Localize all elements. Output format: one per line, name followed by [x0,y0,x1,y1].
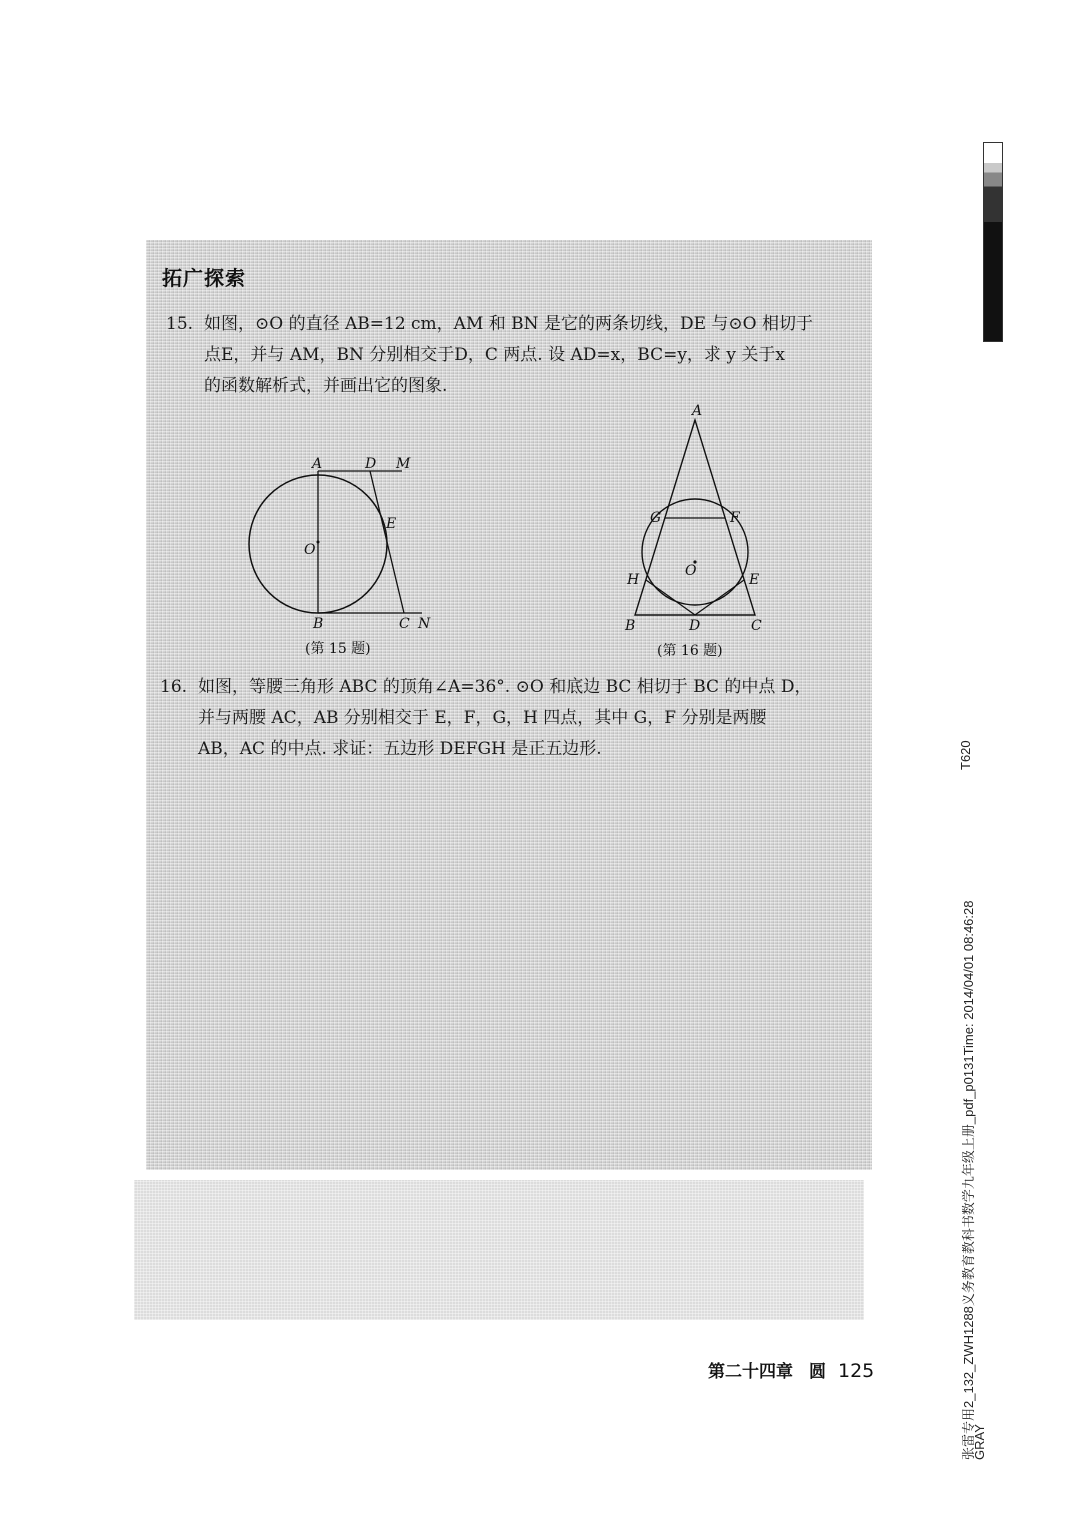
figure-16 [615,400,775,635]
page-number: 125 [838,1360,875,1382]
figure-16-caption: (第 16 题) [657,643,723,659]
label-G: G [650,510,662,526]
problem-text-line: 点E，并与 AM，BN 分别相交于D，C 两点. 设 AD=x，BC=y，求 y 关于x [204,345,785,365]
problem-number: 16. [160,677,188,697]
problem-text-line: 的函数解析式，并画出它的图象. [204,376,448,396]
section-title: 拓广探索 [162,266,246,290]
label-D: D [689,618,701,634]
chapter-label: 第二十四章 [708,1362,793,1382]
problem-15 [166,309,813,402]
label-B: B [313,616,324,630]
print-code: T620 [958,740,973,770]
problem-text-line: AB，AC 的中点. 求证：五边形 DEFGH 是正五边形. [198,739,602,759]
label-F: F [730,510,740,526]
page-footer [708,1357,874,1382]
problem-text-line: 如图，等腰三角形 ABC 的顶角∠A=36°. ⊙O 和底边 BC 相切于 BC 的中点 D， [198,677,812,697]
figure-15-caption: (第 15 题) [305,641,371,657]
chapter-name: 圆 [809,1362,826,1382]
figure-15 [240,450,450,630]
print-job-info: 张雷专用2_132_ZWH1288义务教育教科书数学九年级上册_pdf_p0131Time: 2014/04/01 08:46:28 [961,900,976,1460]
problem-text-line: 并与两腰 AC，AB 分别相交于 E，F，G，H 四点，其中 G，F 分别是两腰 [198,708,767,728]
print-color-mode: GRAY [972,1424,987,1460]
problem-16 [160,672,811,765]
label-M: M [396,456,411,472]
label-O: O [685,563,697,579]
label-D: D [365,456,377,472]
print-gray-scale-bar [983,142,1003,342]
pentagon-triangle-diagram [615,400,775,635]
label-E: E [749,572,760,588]
label-C: C [399,616,410,630]
label-A: A [692,403,703,419]
circle-tangent-diagram [240,450,450,630]
problem-text-line: 如图，⊙O 的直径 AB=12 cm，AM 和 BN 是它的两条切线，DE 与⊙O 相切于 [204,314,813,334]
label-B: B [625,618,636,634]
label-O: O [304,542,316,558]
label-N: N [418,616,431,630]
problem-number: 15. [166,314,194,334]
label-E: E [386,516,397,532]
shaded-blank-area [134,1180,864,1320]
label-A: A [312,456,323,472]
label-C: C [751,618,762,634]
label-H: H [627,572,640,588]
